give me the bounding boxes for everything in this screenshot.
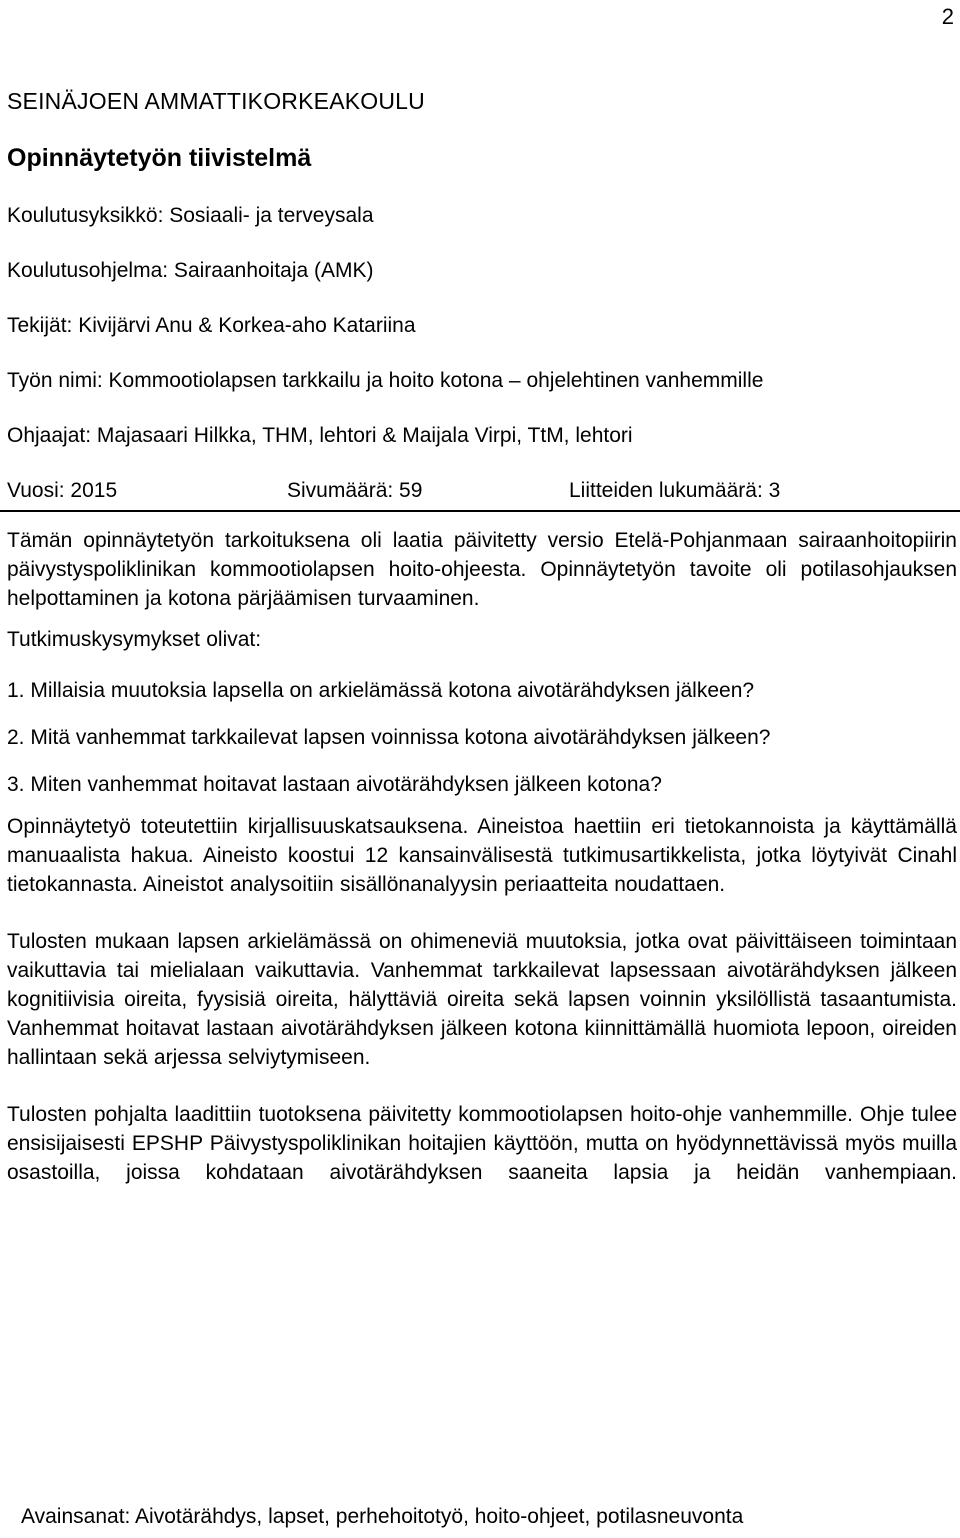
abstract-method: Opinnäytetyö toteutettiin kirjallisuuskatsauksena. Aineistoa haettiin eri tietokannoista ja käyttämällä manuaalista hakua. Aineisto koostui 12 kansainvälisestä tutkimusartikkelista, jotka löytyivät Cinahl tietokannasta. Aineistot analysoitiin sisällönanalyysin periaatteita noudattaen. xyxy=(7,815,957,896)
abstract-intro: Tämän opinnäytetyön tarkoituksena oli laatia päivitetty versio Etelä-Pohjanmaan sairaanhoitopiirin päivystyspoliklinikan kommootiolapsen hoito-ohjeesta. Opinnäytetyön tavoite oli potilasohjauksen helpottaminen ja kotona pärjäämisen turvaaminen. xyxy=(7,529,957,610)
meta-stats-row xyxy=(7,476,957,506)
meta-supervisors: Ohjaajat: Majasaari Hilkka, THM, lehtori & Maijala Virpi, TtM, lehtori xyxy=(7,424,633,447)
meta-programme: Koulutusohjelma: Sairaanhoitaja (AMK) xyxy=(7,259,374,282)
abstract-page xyxy=(7,84,957,1187)
research-question-3: 3. Miten vanhemmat hoitavat lastaan aivotärähdyksen jälkeen kotona? xyxy=(7,773,662,796)
research-question-2: 2. Mitä vanhemmat tarkkailevat lapsen voinnissa kotona aivotärähdyksen jälkeen? xyxy=(7,726,771,749)
meta-appendices: Liitteiden lukumäärä: 3 xyxy=(569,479,781,502)
school-name: SEINÄJOEN AMMATTIKORKEAKOULU xyxy=(7,88,425,114)
abstract-product: Tulosten pohjalta laadittiin tuotoksena päivitetty kommootiolapsen hoito-ohje vanhemmille. Ohje tulee ensisijaisesti EPSHP Päivystyspoliklinikan hoitajien käyttöön, mutta on hyödynnettävissä myös muilla osastoilla, joissa kohdataan aivotärähdyksen saaneita lapsia ja heidän vanhempiaan. xyxy=(7,1103,957,1184)
meta-thesis-name: Työn nimi: Kommootiolapsen tarkkailu ja hoito kotona – ohjelehtinen vanhemmille xyxy=(7,369,764,392)
abstract-results: Tulosten mukaan lapsen arkielämässä on ohimeneviä muutoksia, jotka ovat päivittäiseen toimintaan vaikuttavia tai mielialaan vaikuttavia. Vanhemmat tarkkailevat lapsessaan aivotärähdyksen jälkeen kognitiivisia oireita, fyysisiä oireita, hälyttäviä oireita sekä lapsen voinnin yksilöllistä tasaantumista. Vanhemmat hoitavat lastaan aivotärähdyksen jälkeen kotona kiinnittämällä huomiota lepoon, oireiden hallintaan sekä arjessa selviytymiseen. xyxy=(7,930,957,1069)
meta-pages: Sivumäärä: 59 xyxy=(287,479,423,502)
page-number: 2 xyxy=(941,4,954,29)
keywords: Avainsanat: Aivotärähdys, lapset, perhehoitotyö, hoito-ohjeet, potilasneuvonta xyxy=(21,1505,744,1528)
meta-unit: Koulutusyksikkö: Sosiaali- ja terveysala xyxy=(7,204,374,227)
meta-year: Vuosi: 2015 xyxy=(7,479,118,502)
page-title: Opinnäytetyön tiivistelmä xyxy=(7,144,312,172)
questions-label: Tutkimuskysymykset olivat: xyxy=(7,628,262,651)
meta-authors: Tekijät: Kivijärvi Anu & Korkea-aho Katariina xyxy=(7,314,416,337)
divider-rule xyxy=(0,510,960,512)
research-question-1: 1. Millaisia muutoksia lapsella on arkielämässä kotona aivotärähdyksen jälkeen? xyxy=(7,679,755,702)
